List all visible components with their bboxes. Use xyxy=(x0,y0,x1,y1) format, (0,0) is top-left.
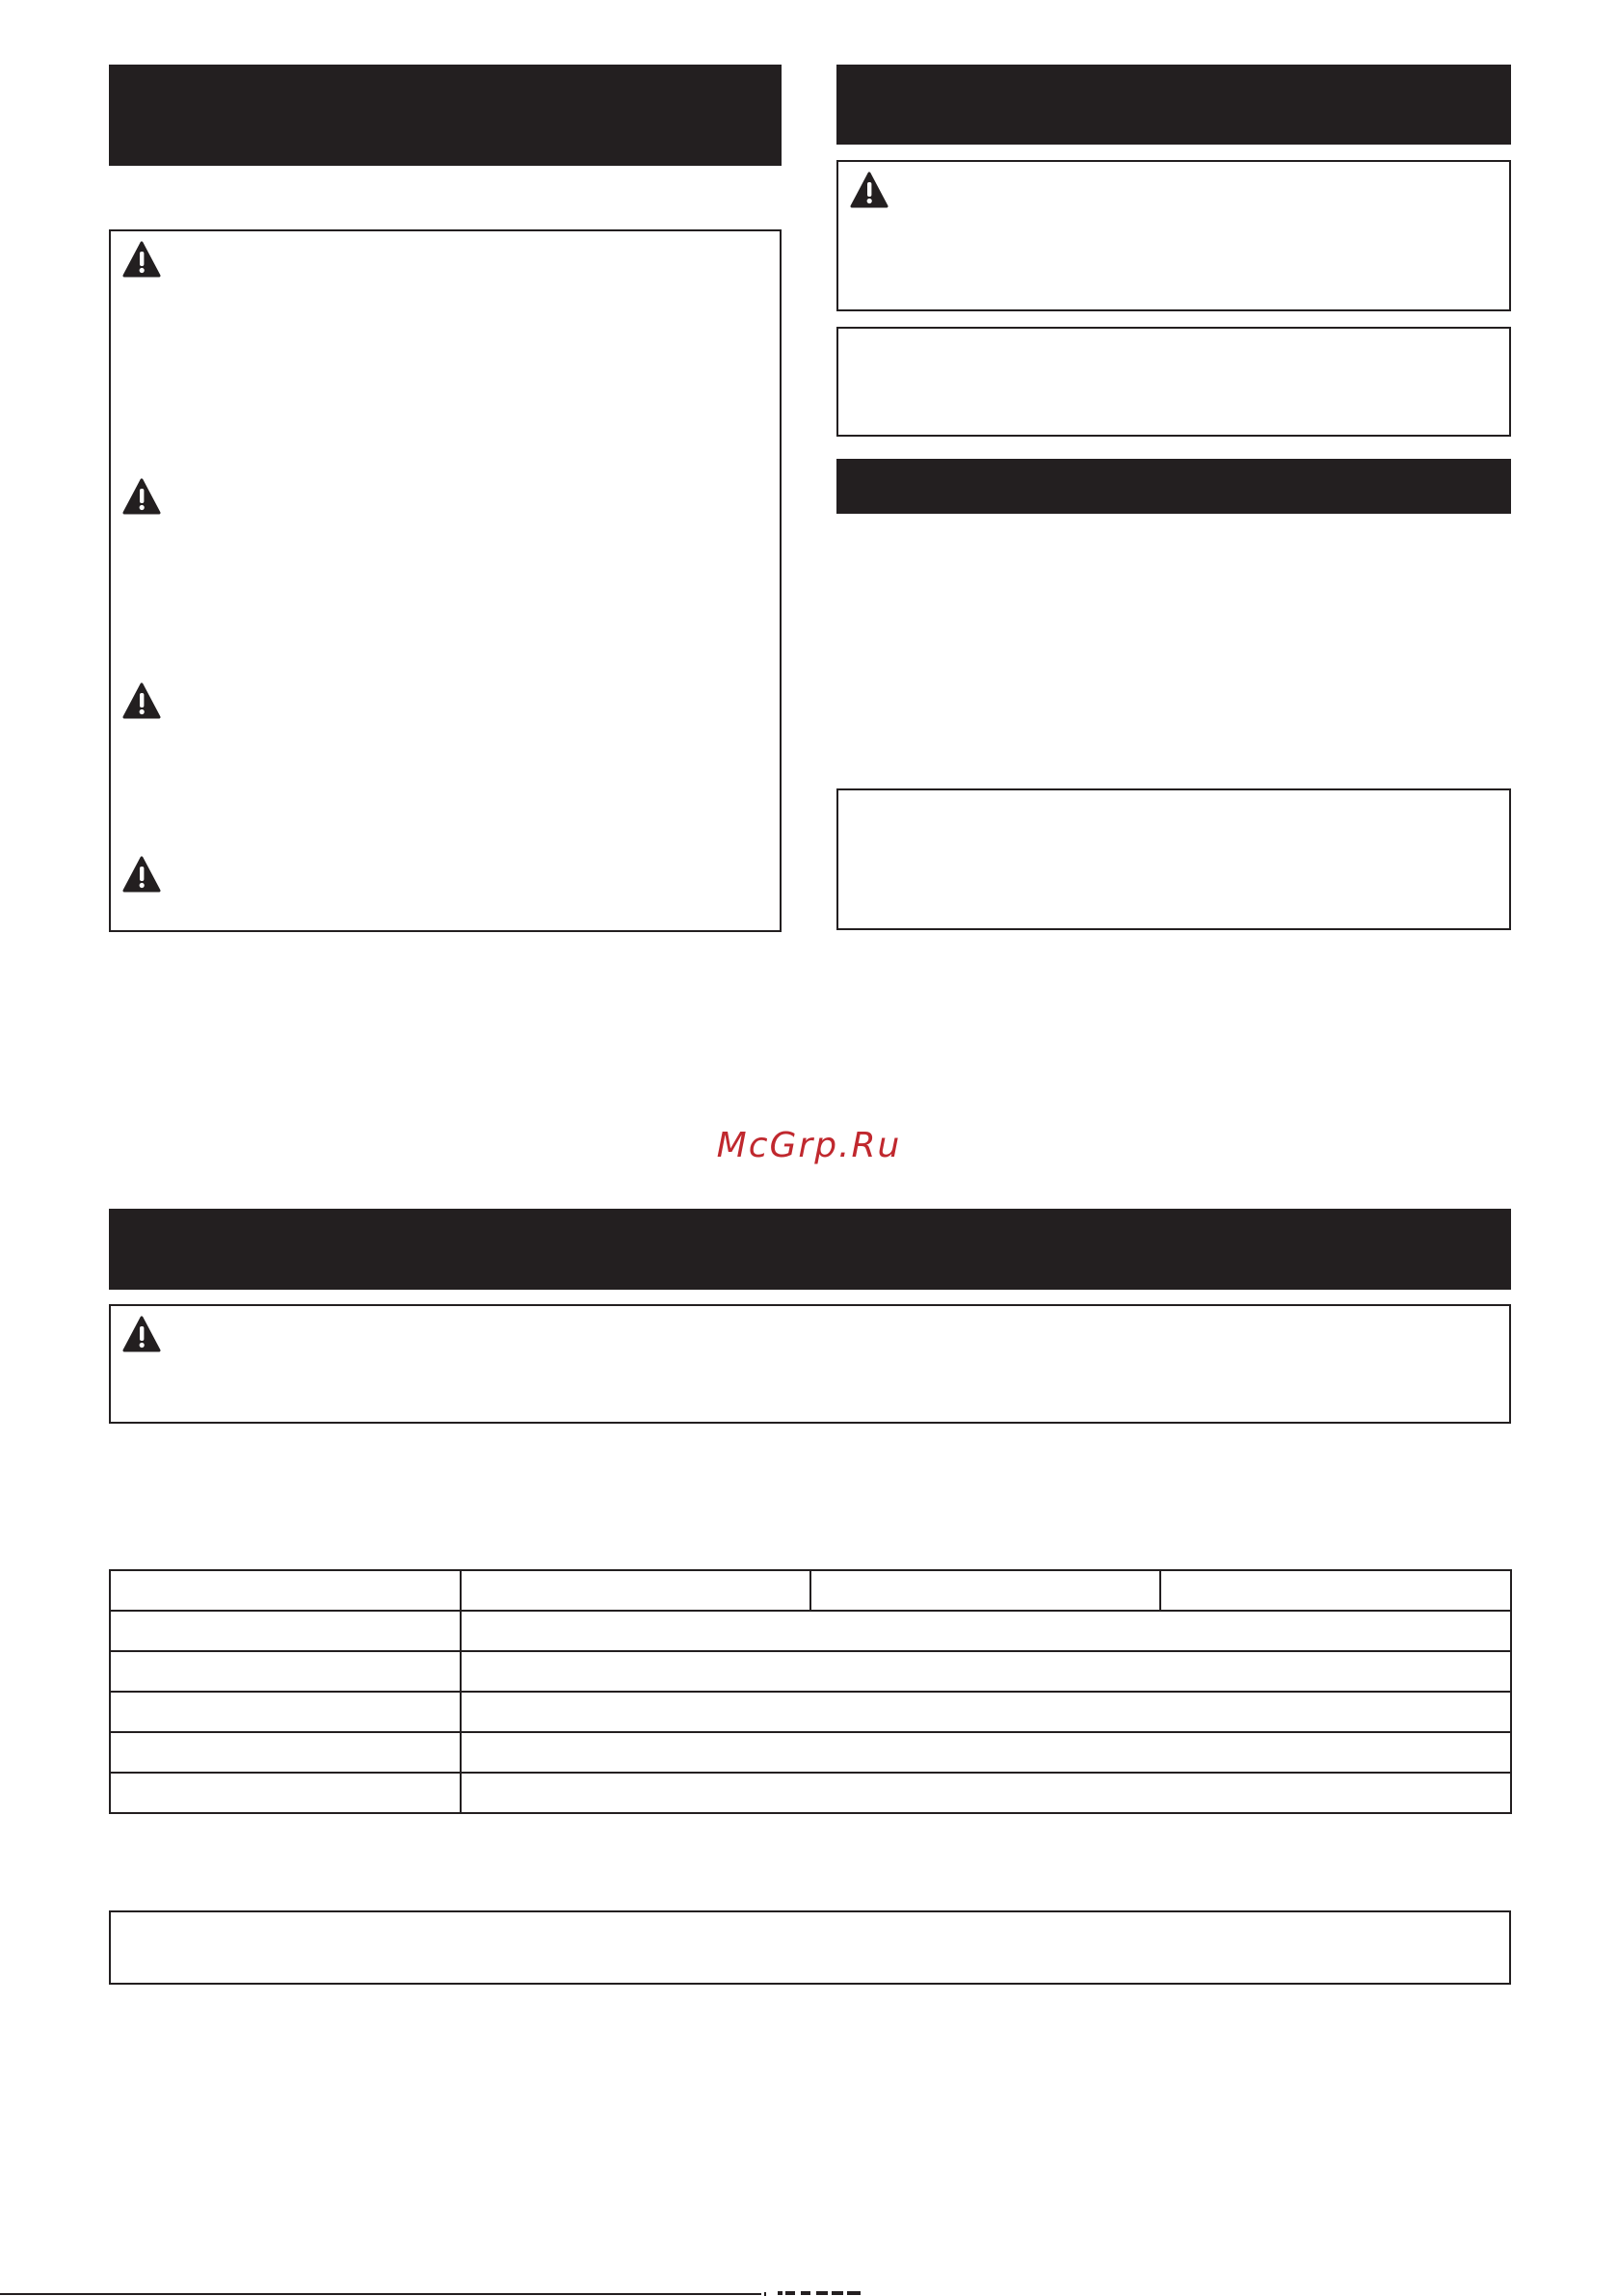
table-cell xyxy=(110,1570,461,1611)
table-header-row xyxy=(110,1570,1511,1611)
table-row xyxy=(110,1651,1511,1692)
table-row xyxy=(110,1692,1511,1732)
table-cell xyxy=(810,1570,1160,1611)
left-warning-box xyxy=(109,229,782,932)
table-cell xyxy=(461,1732,1511,1773)
watermark-text: McGrp.Ru xyxy=(716,1126,902,1165)
warning-triangle-icon xyxy=(122,682,161,719)
bottom-note-box xyxy=(109,1910,1511,1985)
specification-table xyxy=(109,1569,1512,1814)
table-row xyxy=(110,1773,1511,1813)
right-note-box xyxy=(836,327,1511,437)
table-cell xyxy=(461,1570,810,1611)
table-row xyxy=(110,1732,1511,1773)
table-cell xyxy=(1160,1570,1511,1611)
warning-triangle-icon xyxy=(850,172,889,208)
table-cell xyxy=(461,1651,1511,1692)
full-width-section-header-bar xyxy=(109,1209,1511,1290)
footer-rule xyxy=(0,2293,761,2295)
table-cell xyxy=(110,1651,461,1692)
warning-triangle-icon xyxy=(122,478,161,515)
table-cell xyxy=(110,1732,461,1773)
left-section-header-bar xyxy=(109,65,782,166)
table-cell xyxy=(110,1773,461,1813)
table-cell xyxy=(110,1692,461,1732)
right-subsection-header-bar xyxy=(836,459,1511,514)
warning-triangle-icon xyxy=(122,856,161,893)
table-cell xyxy=(461,1611,1511,1651)
footer-printer-marks xyxy=(764,2287,870,2296)
table-row xyxy=(110,1611,1511,1651)
full-width-warning-box xyxy=(109,1304,1511,1424)
right-lower-note-box xyxy=(836,788,1511,930)
warning-triangle-icon xyxy=(122,241,161,278)
table-cell xyxy=(461,1692,1511,1732)
right-section-header-bar xyxy=(836,65,1511,145)
table-cell xyxy=(461,1773,1511,1813)
table-cell xyxy=(110,1611,461,1651)
right-warning-box xyxy=(836,160,1511,311)
warning-triangle-icon xyxy=(122,1316,161,1352)
